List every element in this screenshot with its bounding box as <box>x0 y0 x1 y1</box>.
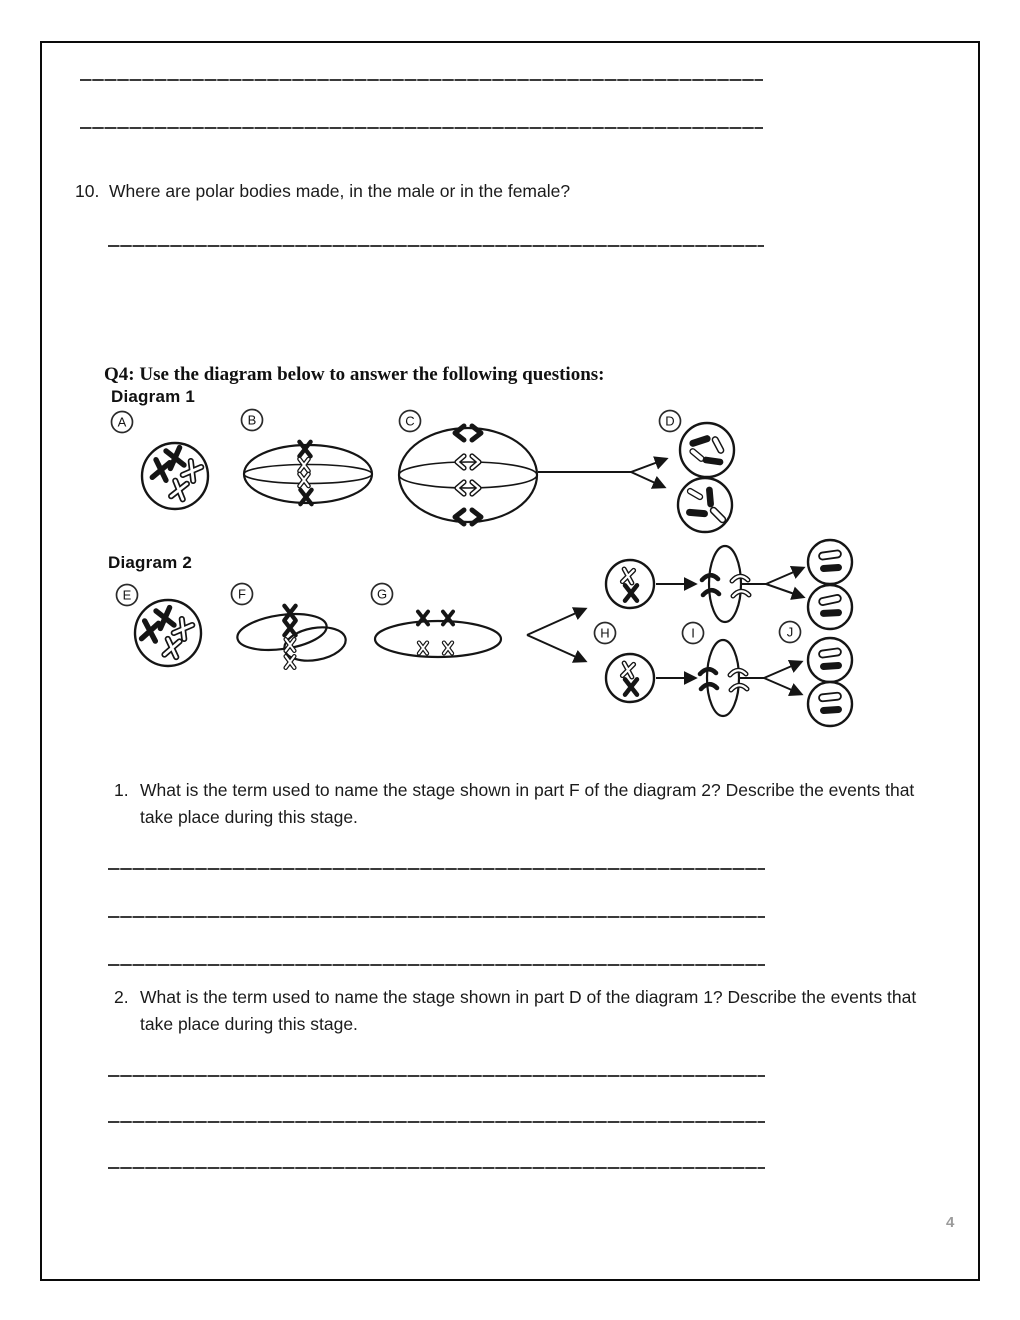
cell-h-2 <box>606 654 654 702</box>
cell-a-interphase <box>142 443 208 509</box>
svg-text:I: I <box>691 625 695 641</box>
svg-text:H: H <box>600 625 610 641</box>
part-label-f <box>232 584 253 605</box>
diagram1-graphic <box>112 410 735 533</box>
cell-e-interphase <box>135 600 201 666</box>
spindle-i-1 <box>702 546 749 622</box>
svg-text:C: C <box>405 413 415 429</box>
svg-text:D: D <box>665 413 675 429</box>
cell-d-daughter-1 <box>680 423 734 477</box>
part-label-d <box>660 411 681 432</box>
answer-line <box>108 1075 765 1077</box>
answer-line <box>108 245 764 247</box>
spindle-f-metaphase1 <box>235 606 348 668</box>
cell-j-4 <box>808 682 852 726</box>
cell-j-3 <box>808 638 852 682</box>
part-label-a <box>112 412 133 433</box>
question-text: Where are polar bodies made, in the male or in the female? <box>109 181 571 201</box>
spindle-c-anaphase <box>399 426 537 524</box>
spindle-i-2 <box>700 640 747 716</box>
question-number: 1. <box>114 780 129 800</box>
diagram2-title: Diagram 2 <box>108 553 193 572</box>
part-label-e <box>117 585 138 606</box>
answer-line <box>80 79 763 81</box>
question-2 <box>114 984 950 1038</box>
cell-j-1 <box>808 540 852 584</box>
cell-j-2 <box>808 585 852 629</box>
question-number: 2. <box>114 987 129 1007</box>
part-label-i <box>683 623 704 644</box>
answer-line <box>108 1121 765 1123</box>
diagram1-title: Diagram 1 <box>111 387 196 406</box>
answer-line <box>108 1167 765 1169</box>
arrow-c-to-d <box>538 459 666 487</box>
part-label-g <box>372 584 393 605</box>
svg-text:F: F <box>238 586 246 602</box>
svg-text:J: J <box>786 624 794 640</box>
spindle-g-anaphase1 <box>375 612 501 657</box>
answer-line <box>80 127 763 129</box>
svg-text:B: B <box>247 412 257 428</box>
svg-text:G: G <box>376 586 388 602</box>
spindle-b-metaphase <box>244 442 372 504</box>
meiosis-diagrams <box>95 400 895 745</box>
svg-text:E: E <box>122 587 132 603</box>
question-1 <box>114 777 950 831</box>
svg-text:A: A <box>117 414 127 430</box>
question-text: What is the term used to name the stage shown in part D of the diagram 1? Describe the events that take place during this stage. <box>140 987 917 1034</box>
question-10 <box>75 178 835 205</box>
arrow-g-to-h <box>527 609 585 661</box>
part-label-h <box>595 623 616 644</box>
diagram2-graphic <box>117 540 853 726</box>
question-text: What is the term used to name the stage shown in part F of the diagram 2? Describe the events that take place during this stage. <box>140 780 915 827</box>
cell-d-daughter-2 <box>678 478 732 532</box>
answer-line <box>108 868 765 870</box>
part-label-b <box>242 410 263 431</box>
answer-line <box>108 916 765 918</box>
cell-h-1 <box>606 560 654 608</box>
question-number: 10. <box>75 181 100 201</box>
answer-line <box>108 964 765 966</box>
section-q4-header: Q4: Use the diagram below to answer the following questions: <box>104 364 605 385</box>
part-label-c <box>400 411 421 432</box>
part-label-j <box>780 622 801 643</box>
page-number: 4 <box>946 1214 955 1231</box>
